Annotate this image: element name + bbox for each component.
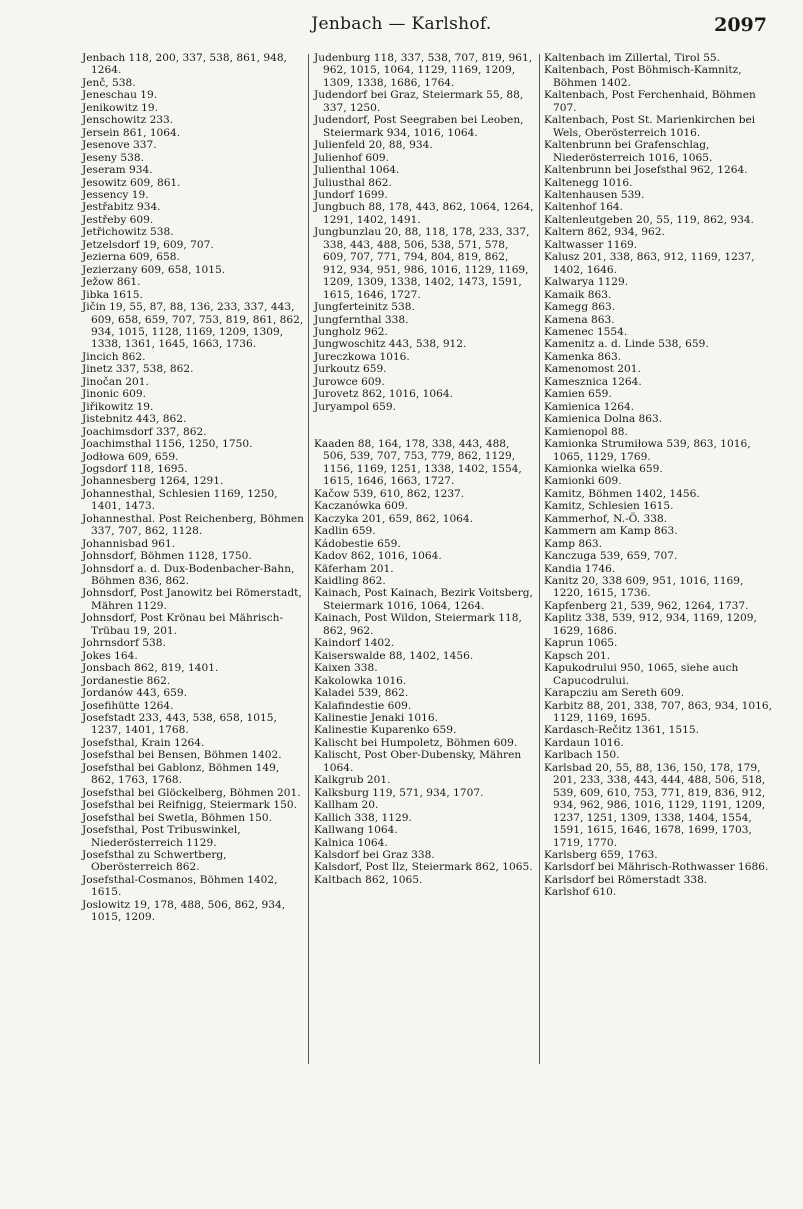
- index-entry: Joslowitz 19, 178, 488, 506, 862, 934, 1015, 1209.: [82, 898, 286, 924]
- index-entry: Kaltenbach im Zillertal, Tirol 55.: [544, 52, 721, 64]
- index-entry: Jesowitz 609, 861.: [82, 176, 181, 189]
- index-entry: Johnsdorf, Post Janowitz bei Römerstadt, Mähren 1129.: [82, 587, 302, 612]
- index-entry: Josefsthal zu Schwertberg, Oberösterreich 862.: [82, 849, 227, 874]
- index-entry: Kammern am Kamp 863.: [544, 525, 678, 538]
- index-entry: Josefstadt 233, 443, 538, 658, 1015, 1237, 1401, 1768.: [82, 712, 277, 737]
- index-entry: Josefsthal bei Reifnigg, Steiermark 150.: [82, 799, 298, 812]
- index-entry: Kapsch 201.: [544, 649, 611, 662]
- index-entry: Jeneschau 19.: [82, 89, 158, 102]
- index-entry: Jezierzany 609, 658, 1015.: [82, 263, 226, 276]
- index-entry: Jessency 19.: [82, 188, 149, 201]
- index-entry: Julienhof 609.: [314, 151, 390, 164]
- running-title: Jenbach — Karlshof.: [311, 14, 492, 34]
- index-entry: Joachimsdorf 337, 862.: [82, 425, 207, 438]
- index-entry: Jetzelsdorf 19, 609, 707.: [82, 238, 214, 251]
- index-entry: Kamaik 863.: [544, 288, 612, 301]
- index-entry: Kaltwasser 1169.: [544, 238, 638, 251]
- index-entry: Kardaun 1016.: [544, 736, 624, 749]
- index-entry: Juliusthal 862.: [314, 176, 392, 189]
- index-entry: Jeseram 934.: [82, 164, 153, 177]
- index-entry: Kaltenbach, Post St. Marienkirchen bei Wels, Oberösterreich 1016.: [544, 114, 756, 139]
- index-entry: Kalnica 1064.: [314, 836, 388, 849]
- page-header: [0, 14, 803, 44]
- index-entry: Johannesthal, Schlesien 1169, 1250, 1401, 1473.: [82, 487, 278, 513]
- index-entry: Kamenec 1554.: [544, 325, 628, 338]
- index-entry: Karlsbad 20, 55, 88, 136, 150, 178, 179, 201, 233, 338, 443, 444, 488, 506, 518, 539, 609, 610, 753, 771, 819, 836, 912, 934, 962, 986, 1016, 1129, 1191, 1209, 1237, 1251, 1309, 1338, 1404, 1554, 1591, 1615, 1646, 1678, 1699, 1703, 1719, 1770.: [544, 761, 766, 849]
- index-entry: Jordanów 443, 659.: [82, 687, 187, 700]
- index-entry: Jistebnitz 443, 862.: [82, 413, 187, 426]
- index-entry: Jungfernthal 338.: [314, 313, 409, 326]
- entry-spacer: [314, 426, 534, 438]
- index-entry: Jezierna 609, 658.: [82, 251, 180, 264]
- index-entry: Judenburg 118, 337, 538, 707, 819, 961, 962, 1015, 1064, 1129, 1169, 1209, 1309, 1338, 1686, 1764.: [314, 52, 533, 89]
- index-entry: Julienfeld 20, 88, 934.: [314, 139, 433, 152]
- index-entry: Kaltenhof 164.: [544, 201, 624, 214]
- index-entry: Kainach, Post Wildon, Steiermark 118, 862, 962.: [314, 612, 522, 637]
- index-entry: Johnsdorf, Post Krönau bei Mährisch-Trübau 19, 201.: [82, 612, 284, 637]
- index-column-1: [82, 52, 304, 1072]
- index-entry: Judendorf, Post Seegraben bei Leoben, Steiermark 934, 1016, 1064.: [314, 114, 524, 139]
- index-entry: Jersein 861, 1064.: [82, 126, 181, 139]
- index-entry: Kamienica 1264.: [544, 400, 635, 413]
- index-entry: Kalinestie Kuparenko 659.: [314, 724, 457, 737]
- index-entry: Kalusz 201, 338, 863, 912, 1169, 1237, 1402, 1646.: [544, 251, 755, 276]
- index-entry: Karlsdorf bei Römerstadt 338.: [544, 873, 708, 886]
- index-entry: Kalksburg 119, 571, 934, 1707.: [314, 786, 484, 799]
- index-entry: Kamien 659.: [544, 388, 612, 401]
- index-entry: Kalsdorf bei Graz 338.: [314, 848, 435, 861]
- index-entry: Kaaden 88, 164, 178, 338, 443, 488, 506, 539, 707, 753, 779, 862, 1129, 1156, 1169, 1251, 1338, 1402, 1554, 1615, 1646, 1663, 1727.: [314, 438, 522, 488]
- index-entry: Kaprun 1065.: [544, 637, 618, 650]
- index-entry: Jesenove 337.: [82, 139, 157, 152]
- index-entry: Josefsthal, Krain 1264.: [82, 736, 205, 749]
- index-entry: Kamitz, Böhmen 1402, 1456.: [544, 487, 700, 500]
- index-entry: Jureczkowa 1016.: [314, 350, 410, 363]
- index-entry: Jenč, 538.: [82, 76, 136, 89]
- index-entry: Karbitz 88, 201, 338, 707, 863, 934, 1016, 1129, 1169, 1695.: [544, 699, 772, 725]
- index-entry: Jungwoschitz 443, 538, 912.: [314, 338, 467, 351]
- index-entry: Johnsdorf, Böhmen 1128, 1750.: [82, 550, 252, 563]
- index-entry: Kadov 862, 1016, 1064.: [314, 550, 442, 563]
- index-entry: Kalkgrub 201.: [314, 774, 391, 787]
- index-entry: Kammerhof, N.-Ö. 338.: [544, 512, 668, 525]
- index-entry: Kalafindestie 609.: [314, 699, 412, 712]
- entry-spacer: [314, 413, 534, 425]
- index-entry: Kapfenberg 21, 539, 962, 1264, 1737.: [544, 599, 749, 612]
- index-entry: Kamenitz a. d. Linde 538, 659.: [544, 338, 709, 351]
- index-entry: Kamena 863.: [544, 313, 615, 326]
- index-entry: Kaltbach 862, 1065.: [314, 873, 423, 886]
- index-entry: Kalwarya 1129.: [544, 276, 629, 289]
- index-column-2: [314, 52, 534, 1072]
- index-entry: Kalinestie Jenaki 1016.: [314, 711, 438, 724]
- index-entry: Kamitz, Schlesien 1615.: [544, 500, 674, 513]
- index-entry: Jonsbach 862, 819, 1401.: [82, 662, 219, 675]
- index-entry: Johrnsdorf 538.: [82, 637, 166, 650]
- index-entry: Jungbuch 88, 178, 443, 862, 1064, 1264, 1291, 1402, 1491.: [314, 201, 534, 226]
- index-entry: Jenbach 118, 200, 337, 538, 861, 948, 1264.: [82, 52, 287, 77]
- index-entry: Kaltenhausen 539.: [544, 188, 645, 201]
- index-entry: Jungbunzlau 20, 88, 118, 178, 233, 337, 338, 443, 488, 506, 538, 571, 578, 609, 707, 771, 794, 804, 819, 862, 912, 934, 951, 986, 1016, 1129, 1169, 1209, 1309, 1338, 1402, 1473, 1591, 1615, 1646, 1727.: [314, 226, 530, 301]
- index-entry: Jinočan 201.: [82, 375, 149, 388]
- index-entry: Käferham 201.: [314, 562, 394, 575]
- index-entry: Kamp 863.: [544, 537, 603, 550]
- index-entry: Jurowce 609.: [314, 375, 385, 388]
- index-entry: Kaindorf 1402.: [314, 637, 395, 650]
- index-entry: Jinetz 337, 538, 862.: [82, 363, 194, 376]
- index-entry: Kaltenbrunn bei Josefsthal 962, 1264.: [544, 164, 748, 177]
- index-entry: Jurovetz 862, 1016, 1064.: [314, 388, 453, 401]
- index-entry: Kalsdorf, Post Ilz, Steiermark 862, 1065.: [314, 861, 533, 874]
- index-entry: Ježow 861.: [82, 276, 141, 289]
- index-entry: Johannisbad 961.: [82, 537, 176, 550]
- index-entry: Kalischt bei Humpoletz, Böhmen 609.: [314, 736, 518, 749]
- index-entry: Kádobestie 659.: [314, 537, 401, 550]
- index-entry: Kaczyka 201, 659, 862, 1064.: [314, 512, 474, 525]
- column-divider: [539, 54, 540, 1064]
- index-entry: Kamionki 609.: [544, 475, 622, 488]
- index-entry: Jokes 164.: [82, 649, 138, 662]
- index-entry: Julienthal 1064.: [314, 164, 400, 177]
- index-entry: Jibka 1615.: [82, 288, 143, 301]
- index-entry: Josefsthal-Cosmanos, Böhmen 1402, 1615.: [82, 873, 278, 899]
- index-entry: Karlbach 150.: [544, 749, 620, 762]
- index-entry: Kaczanówka 609.: [314, 500, 409, 513]
- index-entry: Kainach, Post Kainach, Bezirk Voitsberg, Steiermark 1016, 1064, 1264.: [314, 587, 533, 612]
- index-entry: Jenikowitz 19.: [82, 101, 159, 114]
- index-entry: Jodłowa 609, 659.: [82, 450, 179, 463]
- index-entry: Jordanestie 862.: [82, 674, 171, 687]
- index-entry: Kaiserswalde 88, 1402, 1456.: [314, 649, 474, 662]
- index-entry: Jeseny 538.: [82, 151, 144, 164]
- index-entry: Jogsdorf 118, 1695.: [82, 462, 188, 475]
- index-entry: Johannesberg 1264, 1291.: [82, 475, 224, 488]
- index-entry: Kallwang 1064.: [314, 824, 398, 837]
- index-entry: Josefsthal bei Swetla, Böhmen 150.: [82, 811, 273, 824]
- index-entry: Kačow 539, 610, 862, 1237.: [314, 487, 465, 500]
- index-entry: Kamesznica 1264.: [544, 375, 642, 388]
- index-entry: Jinonic 609.: [82, 388, 146, 401]
- index-entry: Kapukodrului 950, 1065, siehe auch Capucodrului.: [544, 662, 739, 687]
- index-entry: Karlshof 610.: [544, 886, 617, 899]
- index-entry: Johannesthal. Post Reichenberg, Böhmen 337, 707, 862, 1128.: [82, 512, 305, 538]
- index-entry: Kanitz 20, 338 609, 951, 1016, 1169, 1220, 1615, 1736.: [544, 575, 744, 600]
- index-entry: Kaltenbrunn bei Grafenschlag, Niederösterreich 1016, 1065.: [544, 139, 713, 164]
- index-entry: Kallham 20.: [314, 799, 379, 812]
- index-columns: [82, 52, 772, 1072]
- index-entry: Jiřikowitz 19.: [82, 400, 154, 413]
- index-entry: Kamenka 863.: [544, 350, 622, 363]
- index-entry: Kaidling 862.: [314, 575, 386, 587]
- index-entry: Jundorf 1699.: [314, 188, 388, 201]
- index-entry: Johnsdorf a. d. Dux-Bodenbacher-Bahn, Böhmen 836, 862.: [82, 562, 295, 588]
- index-entry: Jestřabitz 934.: [82, 201, 161, 214]
- index-entry: Josefsthal bei Gablonz, Böhmen 149, 862, 1763, 1768.: [82, 761, 280, 787]
- index-entry: Karlsdorf bei Mährisch-Rothwasser 1686.: [544, 861, 769, 874]
- index-entry: Kamegg 863.: [544, 301, 616, 314]
- index-entry: Karlsberg 659, 1763.: [544, 849, 658, 861]
- index-entry: Josefsthal bei Bensen, Böhmen 1402.: [82, 749, 282, 762]
- index-entry: Kallich 338, 1129.: [314, 811, 412, 824]
- index-entry: Kamionka Strumiłowa 539, 863, 1016, 1065, 1129, 1769.: [544, 438, 751, 463]
- index-entry: Kaixen 338.: [314, 662, 378, 675]
- index-entry: Josefihütte 1264.: [82, 699, 174, 712]
- index-entry: Kaplitz 338, 539, 912, 934, 1169, 1209, 1629, 1686.: [544, 612, 757, 637]
- index-entry: Kaltenbach, Post Ferchenhaid, Böhmen 707.: [544, 89, 756, 114]
- index-entry: Jurkoutz 659.: [314, 363, 387, 376]
- index-entry: Karapcziu am Sereth 609.: [544, 687, 685, 700]
- index-column-3: [544, 52, 772, 1072]
- index-entry: Kaladei 539, 862.: [314, 687, 409, 700]
- index-entry: Jičin 19, 55, 87, 88, 136, 233, 337, 443, 609, 658, 659, 707, 753, 819, 861, 862, 934, 1015, 1128, 1169, 1209, 1309, 1338, 1361, 1645, 1663, 1736.: [82, 301, 304, 351]
- index-entry: Kaltenbach, Post Böhmisch-Kamnitz, Böhmen 1402.: [544, 64, 742, 89]
- index-entry: Kamienica Dolna 863.: [544, 413, 663, 426]
- index-entry: Kakolowka 1016.: [314, 674, 407, 687]
- index-entry: Kandia 1746.: [544, 562, 616, 575]
- index-entry: Jungferteinitz 538.: [314, 301, 415, 314]
- index-entry: Jenschowitz 233.: [82, 114, 174, 127]
- index-entry: Josefsthal, Post Tribuswinkel, Niederösterreich 1129.: [82, 824, 241, 849]
- index-entry: Joachimsthal 1156, 1250, 1750.: [82, 438, 253, 451]
- index-entry: Kamenomost 201.: [544, 363, 641, 376]
- index-entry: Jestřeby 609.: [82, 213, 154, 226]
- index-entry: Jetřichowitz 538.: [82, 226, 174, 239]
- index-entry: Judendorf bei Graz, Steiermark 55, 88, 337, 1250.: [314, 89, 524, 114]
- index-entry: Jincich 862.: [82, 350, 146, 363]
- index-entry: Juryampol 659.: [314, 400, 396, 413]
- index-entry: Kanczuga 539, 659, 707.: [544, 550, 678, 563]
- index-entry: Kalischt, Post Ober-Dubensky, Mähren 1064.: [314, 749, 522, 774]
- index-entry: Kamienopol 88.: [544, 425, 628, 438]
- index-entry: Josefsthal bei Glöckelberg, Böhmen 201.: [82, 786, 301, 799]
- index-entry: Kamionka wielka 659.: [544, 462, 663, 475]
- index-entry: Kaltern 862, 934, 962.: [544, 226, 665, 239]
- index-entry: Kadlin 659.: [314, 525, 376, 538]
- index-entry: Jungholz 962.: [314, 325, 388, 338]
- index-entry: Kaltenleutgeben 20, 55, 119, 862, 934.: [544, 213, 754, 226]
- index-entry: Kaltenegg 1016.: [544, 176, 633, 189]
- page-number: 2097: [714, 14, 767, 36]
- index-entry: Kardasch-Rečitz 1361, 1515.: [544, 724, 699, 737]
- column-divider: [308, 54, 309, 1064]
